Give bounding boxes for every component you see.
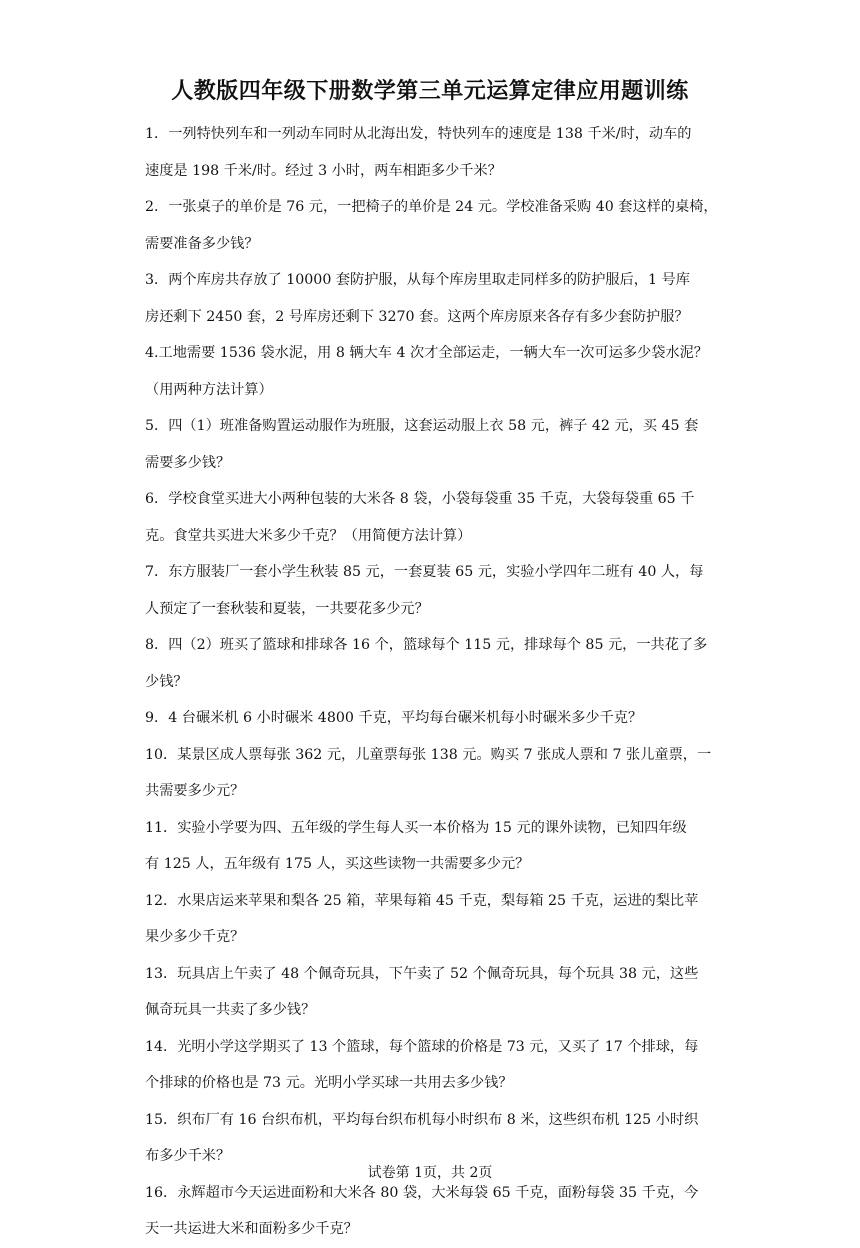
question-line: 需要多少钱？: [145, 454, 231, 471]
question-line: 3．两个库房共存放了 10000 套防护服，从每个库房里取走同样多的防护服后，1 号库: [145, 272, 690, 288]
question-line: 共需要多少元？: [145, 783, 245, 799]
question-line: 需要准备多少钱？: [145, 235, 259, 252]
question-line: 11．实验小学要为四、五年级的学生每人买一本价格为 15 元的课外读物，已知四年级: [145, 819, 687, 836]
question-line: （用两种方法计算）: [145, 381, 273, 398]
question-line: 5．四（1）班准备购置运动服作为班服，这套运动服上衣 58 元，裤子 42 元，买 45 套: [145, 418, 699, 434]
question-line: 14．光明小学这学期买了 13 个篮球，每个篮球的价格是 73 元，又买了 17 个排球，每: [145, 1038, 699, 1055]
question-line: 6．学校食堂买进大小两种包装的大米各 8 袋，小袋每袋重 35 千克，大袋每袋重 65 千: [145, 491, 695, 507]
question-line: 个排球的价格也是 73 元。光明小学买球一共用去多少钱？: [145, 1075, 513, 1091]
question-line: 1．一列特快列车和一列动车同时从北海出发，特快列车的速度是 138 千米/时，动车的: [145, 126, 692, 142]
question-line: 有 125 人，五年级有 175 人，买这些读物一共需要多少元？: [145, 856, 530, 872]
question-line: 12．水果店运来苹果和梨各 25 箱，苹果每箱 45 千克，梨每箱 25 千克，运进的梨比苹: [145, 892, 699, 909]
page-title: 人教版四年级下册数学第三单元运算定律应用题训练: [171, 78, 689, 104]
question-line: 果少多少千克？: [145, 929, 245, 945]
question-line: 速度是 198 千米/时。经过 3 小时，两车相距多少千米？: [145, 162, 502, 179]
question-list: [145, 116, 717, 1248]
question-line: 13．玩具店上午卖了 48 个佩奇玩具，下午卖了 52 个佩奇玩具，每个玩具 38 元，这些: [145, 965, 699, 982]
page-footer: 试卷第 1页，共 2页: [367, 1165, 493, 1181]
question-line: 克。食堂共买进大米多少千克？（用简便方法计算）: [145, 527, 472, 544]
question-line: 7．东方服装厂一套小学生秋装 85 元，一套夏装 65 元，实验小学四年二班有 40 人，每: [145, 564, 704, 580]
question-line: 8．四（2）班买了篮球和排球各 16 个，篮球每个 115 元，排球每个 85 元，一共花了多: [145, 637, 708, 653]
question-line: 布多少千米？: [145, 1148, 231, 1164]
question-line: 10．某景区成人票每张 362 元，儿童票每张 138 元。购买 7 张成人票和 7 张儿童票，一: [145, 746, 712, 763]
question-line: 9．4 台碾米机 6 小时碾米 4800 千克，平均每台碾米机每小时碾米多少千克？: [145, 710, 643, 726]
question-line: 15．织布厂有 16 台织布机，平均每台织布机每小时织布 8 米，这些织布机 125 小时织: [145, 1111, 699, 1128]
question-line: 16．永辉超市今天运进面粉和大米各 80 袋，大米每袋 65 千克，面粉每袋 35 千克，今: [145, 1184, 699, 1201]
question-line: 2．一张桌子的单价是 76 元，一把椅子的单价是 24 元。学校准备采购 40 套这样的桌椅，: [145, 199, 718, 215]
question-line: 天一共运进大米和面粉多少千克？: [145, 1221, 358, 1237]
question-line: 房还剩下 2450 套，2 号库房还剩下 3270 套。这两个库房原来各存有多少套防护服？: [145, 308, 689, 325]
question-line: 4.工地需要 1536 袋水泥，用 8 辆大车 4 次才全部运走，一辆大车一次可运多少袋水泥？: [145, 345, 708, 361]
question-line: 人预定了一套秋装和夏装，一共要花多少元？: [145, 600, 429, 617]
question-line: 佩奇玩具一共卖了多少钱？: [145, 1002, 316, 1018]
question-line: 少钱？: [145, 673, 188, 690]
